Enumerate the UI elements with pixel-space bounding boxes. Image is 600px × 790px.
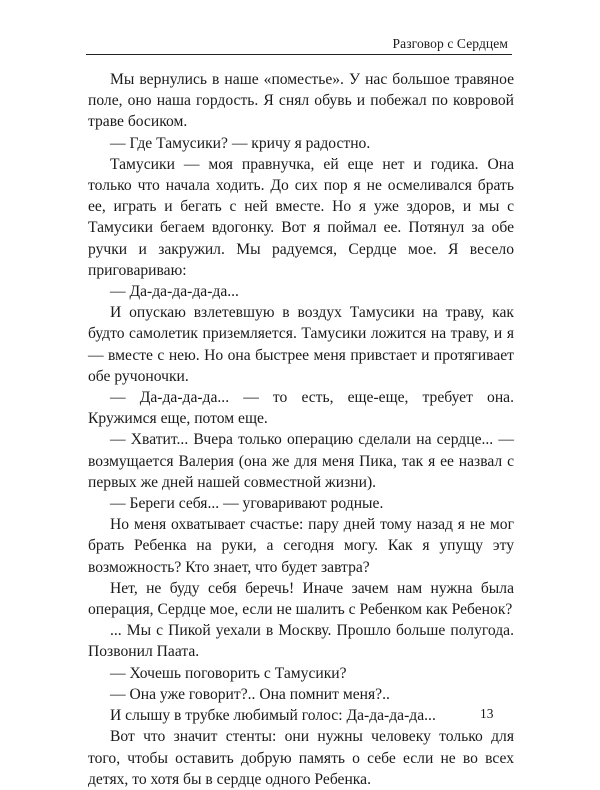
paragraph: — Где Тамусики? — кричу я радостно. bbox=[110, 134, 371, 152]
paragraph: Нет, не буду себя беречь! Иначе зачем нам нужна была операция, Сердце мое, если не шалить с Ребенком как Ребенок? bbox=[88, 579, 514, 619]
page-body bbox=[88, 69, 514, 790]
paragraph: И опускаю взлетевшую в воздух Тамусики на траву, как будто самолетик приземляется. Тамусики ложится на траву, и я — вместе с нею. Но она быстрее меня привстает и протягивает обе ручоночки. bbox=[88, 304, 514, 385]
running-head: Разговор с Сердцем bbox=[392, 36, 508, 51]
page-number: 13 bbox=[480, 706, 494, 721]
paragraph: Тамусики — моя правнучка, ей еще нет и годика. Она только что начала ходить. До сих пор я не осмеливался брать ее, играть и бегать с ней вместе. Но я уже здоров, и мы с Тамусики бегаем вдогонку. Вот я поймал ее. Потянул за обе ручки и закружил. Мы радуемся, Сердце мое. Я весело приговариваю: bbox=[88, 155, 514, 279]
paragraph: — Хватит... Вчера только операцию сделали на сердце... — возмущается Валерия (она же для меня Пика, так я ее назвал с первых же дней нашей совместной жизни). bbox=[88, 431, 514, 491]
paragraph: Но меня охватывает счастье: пару дней тому назад я не мог брать Ребенка на руки, а сегодня могу. Как я упущу эту возможность? Кто знает, что будет завтра? bbox=[88, 516, 514, 576]
paragraph: Вот что значит стенты: они нужны человеку только для того, чтобы оставить добрую память о себе если не во всех детях, то хотя бы в сердце одного Ребенка. bbox=[88, 728, 514, 788]
paragraph: — Она уже говорит?.. Она помнит меня?.. bbox=[110, 685, 390, 703]
paragraph: — Хочешь поговорить с Тамусики? bbox=[110, 664, 347, 682]
paragraph: — Да-да-да-да... — то есть, еще-еще, требует она. Кружимся еще, потом еще. bbox=[88, 389, 514, 428]
header-rule bbox=[86, 54, 512, 55]
paragraph: — Да-да-да-да-да... bbox=[110, 283, 239, 301]
paragraph: Мы вернулись в наше «поместье». У нас большое травяное поле, оно наша гордость. Я снял обувь и побежал по ковровой траве босиком. bbox=[88, 71, 514, 131]
paragraph: ... Мы с Пикой уехали в Москву. Прошло больше полугода. Позвонил Паата. bbox=[88, 622, 514, 661]
paragraph: — Береги себя... — уговаривают родные. bbox=[110, 495, 384, 513]
paragraph: И слышу в трубке любимый голос: Да-да-да-да... bbox=[110, 707, 436, 725]
